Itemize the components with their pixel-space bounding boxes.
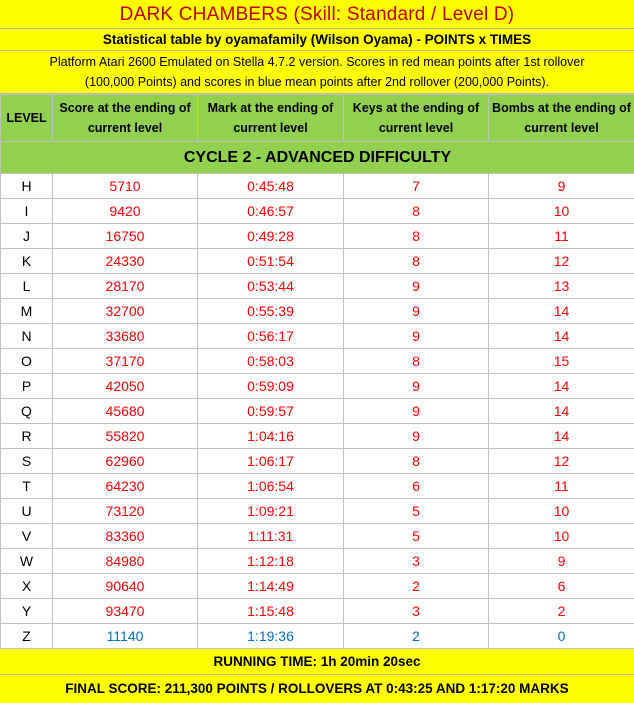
mark-cell: 1:12:18	[198, 549, 344, 574]
bombs-cell: 2	[489, 599, 634, 624]
mark-cell: 1:04:16	[198, 424, 344, 449]
keys-cell: 8	[344, 449, 489, 474]
table-row	[1, 449, 634, 474]
sheet-subtitle: Statistical table by oyamafamily (Wilson Oyama) - POINTS x TIMES	[0, 29, 634, 51]
bombs-cell: 13	[489, 274, 634, 299]
table-row	[1, 274, 634, 299]
level-cell: X	[1, 574, 53, 599]
level-cell: S	[1, 449, 53, 474]
score-cell: 84980	[53, 549, 198, 574]
col-header-score: Score at the ending of current level	[53, 95, 198, 142]
bombs-cell: 10	[489, 499, 634, 524]
keys-cell: 9	[344, 399, 489, 424]
level-cell: O	[1, 349, 53, 374]
table-row	[1, 499, 634, 524]
score-cell: 55820	[53, 424, 198, 449]
level-cell: N	[1, 324, 53, 349]
table-row	[1, 574, 634, 599]
level-cell: J	[1, 224, 53, 249]
data-rows	[1, 174, 634, 649]
bombs-cell: 9	[489, 174, 634, 199]
bombs-cell: 10	[489, 199, 634, 224]
keys-cell: 2	[344, 574, 489, 599]
mark-cell: 1:09:21	[198, 499, 344, 524]
score-cell: 73120	[53, 499, 198, 524]
keys-cell: 9	[344, 424, 489, 449]
mark-cell: 1:06:54	[198, 474, 344, 499]
section-title: CYCLE 2 - ADVANCED DIFFICULTY	[1, 142, 634, 174]
stats-table	[0, 94, 634, 649]
mark-cell: 0:45:48	[198, 174, 344, 199]
mark-cell: 0:59:09	[198, 374, 344, 399]
col-header-bombs: Bombs at the ending of current level	[489, 95, 634, 142]
level-cell: W	[1, 549, 53, 574]
keys-cell: 8	[344, 224, 489, 249]
table-row	[1, 424, 634, 449]
note-line-2: (100,000 Points) and scores in blue mean points after 2nd rollover (200,000 Points).	[0, 72, 634, 92]
keys-cell: 8	[344, 199, 489, 224]
score-cell: 9420	[53, 199, 198, 224]
column-header-row	[1, 95, 634, 142]
score-cell: 83360	[53, 524, 198, 549]
bombs-cell: 6	[489, 574, 634, 599]
score-cell: 42050	[53, 374, 198, 399]
score-cell: 62960	[53, 449, 198, 474]
mark-cell: 1:15:48	[198, 599, 344, 624]
table-row	[1, 174, 634, 199]
final-score: FINAL SCORE: 211,300 POINTS / ROLLOVERS AT 0:43:25 AND 1:17:20 MARKS	[0, 675, 634, 703]
sheet-title: DARK CHAMBERS (Skill: Standard / Level D)	[0, 0, 634, 29]
level-cell: R	[1, 424, 53, 449]
score-cell: 45680	[53, 399, 198, 424]
table-row	[1, 374, 634, 399]
table-row	[1, 249, 634, 274]
keys-cell: 3	[344, 549, 489, 574]
bombs-cell: 10	[489, 524, 634, 549]
table-row	[1, 349, 634, 374]
level-cell: P	[1, 374, 53, 399]
keys-cell: 3	[344, 599, 489, 624]
keys-cell: 5	[344, 499, 489, 524]
bombs-cell: 12	[489, 449, 634, 474]
score-cell: 11140	[53, 624, 198, 649]
score-cell: 5710	[53, 174, 198, 199]
bombs-cell: 9	[489, 549, 634, 574]
keys-cell: 9	[344, 299, 489, 324]
score-cell: 33680	[53, 324, 198, 349]
mark-cell: 1:19:36	[198, 624, 344, 649]
bombs-cell: 14	[489, 299, 634, 324]
keys-cell: 8	[344, 249, 489, 274]
section-row	[1, 142, 634, 174]
level-cell: V	[1, 524, 53, 549]
level-cell: L	[1, 274, 53, 299]
score-cell: 16750	[53, 224, 198, 249]
bombs-cell: 14	[489, 374, 634, 399]
keys-cell: 7	[344, 174, 489, 199]
note-line-1: Platform Atari 2600 Emulated on Stella 4.7.2 version. Scores in red mean points after 1st rollover	[0, 52, 634, 72]
mark-cell: 0:49:28	[198, 224, 344, 249]
bombs-cell: 14	[489, 324, 634, 349]
mark-cell: 0:46:57	[198, 199, 344, 224]
keys-cell: 5	[344, 524, 489, 549]
table-row	[1, 299, 634, 324]
table-row	[1, 224, 634, 249]
mark-cell: 0:58:03	[198, 349, 344, 374]
mark-cell: 1:11:31	[198, 524, 344, 549]
mark-cell: 0:55:39	[198, 299, 344, 324]
table-row	[1, 474, 634, 499]
table-row	[1, 549, 634, 574]
level-cell: Y	[1, 599, 53, 624]
mark-cell: 0:59:57	[198, 399, 344, 424]
mark-cell: 0:53:44	[198, 274, 344, 299]
keys-cell: 8	[344, 349, 489, 374]
level-cell: H	[1, 174, 53, 199]
score-cell: 32700	[53, 299, 198, 324]
mark-cell: 1:14:49	[198, 574, 344, 599]
bombs-cell: 11	[489, 224, 634, 249]
level-cell: T	[1, 474, 53, 499]
score-cell: 64230	[53, 474, 198, 499]
level-cell: M	[1, 299, 53, 324]
level-cell: Q	[1, 399, 53, 424]
table-row	[1, 624, 634, 649]
table-row	[1, 324, 634, 349]
col-header-keys: Keys at the ending of current level	[344, 95, 489, 142]
mark-cell: 0:51:54	[198, 249, 344, 274]
level-cell: Z	[1, 624, 53, 649]
table-row	[1, 399, 634, 424]
bombs-cell: 11	[489, 474, 634, 499]
col-header-mark: Mark at the ending of current level	[198, 95, 344, 142]
sheet-note	[0, 51, 634, 94]
score-cell: 24330	[53, 249, 198, 274]
level-cell: U	[1, 499, 53, 524]
keys-cell: 6	[344, 474, 489, 499]
keys-cell: 2	[344, 624, 489, 649]
keys-cell: 9	[344, 324, 489, 349]
mark-cell: 0:56:17	[198, 324, 344, 349]
bombs-cell: 15	[489, 349, 634, 374]
keys-cell: 9	[344, 274, 489, 299]
score-cell: 28170	[53, 274, 198, 299]
bombs-cell: 12	[489, 249, 634, 274]
score-cell: 90640	[53, 574, 198, 599]
bombs-cell: 14	[489, 399, 634, 424]
table-row	[1, 199, 634, 224]
bombs-cell: 0	[489, 624, 634, 649]
score-cell: 37170	[53, 349, 198, 374]
bombs-cell: 14	[489, 424, 634, 449]
col-header-level: LEVEL	[1, 95, 53, 142]
table-row	[1, 599, 634, 624]
level-cell: I	[1, 199, 53, 224]
running-time: RUNNING TIME: 1h 20min 20sec	[0, 649, 634, 675]
keys-cell: 9	[344, 374, 489, 399]
level-cell: K	[1, 249, 53, 274]
mark-cell: 1:06:17	[198, 449, 344, 474]
score-cell: 93470	[53, 599, 198, 624]
table-row	[1, 524, 634, 549]
